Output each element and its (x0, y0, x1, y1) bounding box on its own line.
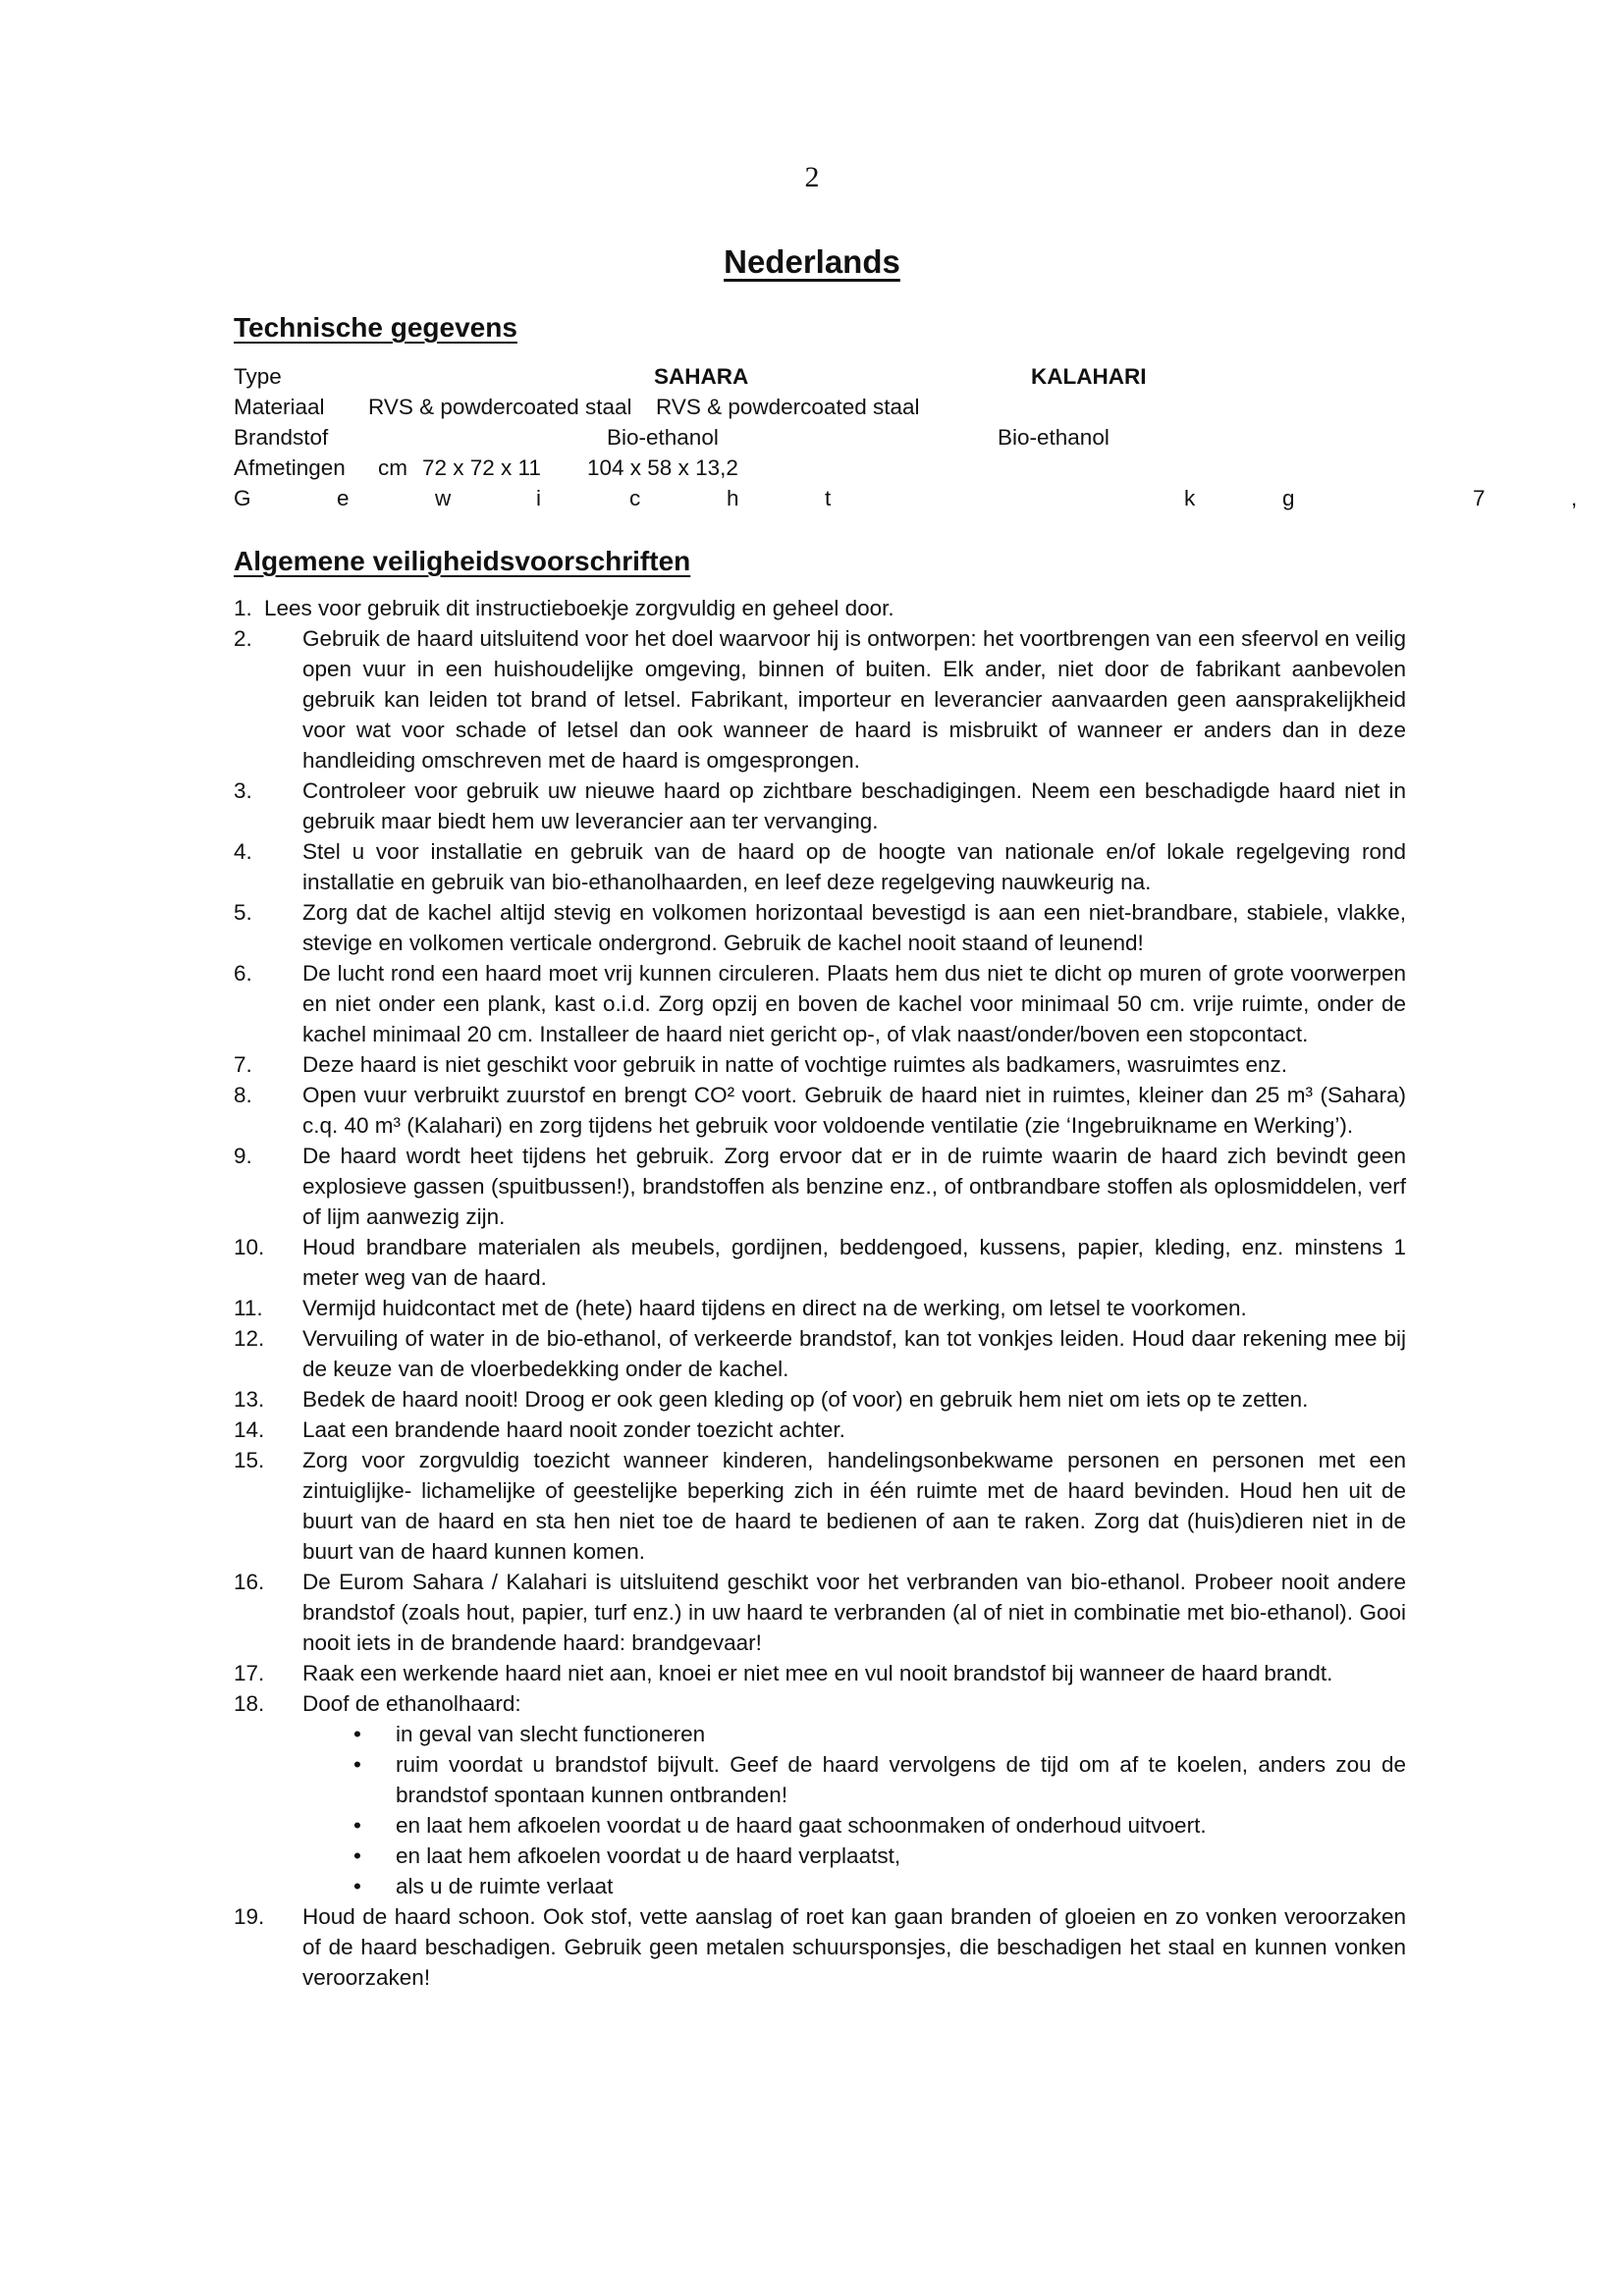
spec-fuel-sahara: Bio-ethanol (607, 425, 719, 450)
safety-item-text: Raak een werkende haard niet aan, knoei er niet mee en vul nooit brandstof bij wanneer de haard brandt. (302, 1661, 1333, 1685)
safety-heading: Algemene veiligheidsvoorschriften (234, 546, 691, 576)
safety-item-number: 1. (234, 596, 252, 620)
safety-item-text: De lucht rond een haard moet vrij kunnen circuleren. Plaats hem dus niet te dicht op muren of grote voorwerpen en niet onder een plank, kast o.i.d. Zorg opzij en boven de kachel voor minimaal 50 cm. vrije ruimte, onder de kachel minimaal 20 cm. Installeer de haard niet gericht op-, of vlak naast/onder/boven een stopcontact. (302, 961, 1406, 1046)
spec-row-weight (234, 483, 1579, 513)
safety-item-number: 6. (234, 961, 252, 986)
spec-label-material: Materiaal (234, 395, 325, 419)
spec-weight-letter: h (727, 486, 739, 510)
safety-item-number: 12. (234, 1326, 265, 1351)
spec-weight-unit-letter: k (1184, 486, 1196, 510)
safety-sub-item (353, 1810, 1406, 1841)
safety-item-number: 17. (234, 1661, 265, 1685)
safety-item-text: Vermijd huidcontact met de (hete) haard tijdens en direct na de werking, om letsel te voorkomen. (302, 1296, 1247, 1320)
spec-weight-letter: c (629, 486, 641, 510)
spec-fuel-kalahari: Bio-ethanol (998, 425, 1110, 450)
safety-item-text: Zorg dat de kachel altijd stevig en volkomen horizontaal bevestigd is aan een niet-brandbare, stabiele, vlakke, stevige en volkomen verticale ondergrond. Gebruik de kachel nooit staand of leunend! (302, 900, 1406, 955)
safety-item (234, 1323, 1406, 1384)
safety-sub-item-text: in geval van slecht functioneren (396, 1722, 706, 1746)
safety-item (234, 897, 1406, 958)
spec-label-type: Type (234, 364, 282, 389)
safety-item-number: 18. (234, 1691, 265, 1716)
spec-weight-letter: G (234, 486, 251, 510)
safety-item (234, 836, 1406, 897)
spec-model-sahara: SAHARA (654, 364, 749, 389)
safety-item-number: 11. (234, 1296, 263, 1320)
safety-item-text: Vervuiling of water in de bio-ethanol, of verkeerde brandstof, kan tot vonkjes leiden. Houd daar rekening mee bij de keuze van de vloerbedekking onder de kachel. (302, 1326, 1406, 1381)
safety-item-text: Doof de ethanolhaard: (302, 1691, 521, 1716)
safety-item-text: Bedek de haard nooit! Droog er ook geen kleding op (of voor) en gebruik hem niet om iets op te zetten. (302, 1387, 1309, 1412)
safety-item (234, 1232, 1406, 1293)
spec-weight-letter: e (337, 486, 350, 510)
safety-item (234, 1445, 1406, 1567)
safety-item-number: 14. (234, 1417, 265, 1442)
spec-weight-value: 7 (1473, 486, 1486, 510)
safety-item (234, 1688, 1406, 1901)
spec-material-kalahari: RVS & powdercoated staal (656, 395, 920, 419)
safety-sub-item (353, 1871, 1406, 1901)
safety-item-text: Houd brandbare materialen als meubels, gordijnen, beddengoed, kussens, papier, kleding, enz. minstens 1 meter weg van de haard. (302, 1235, 1406, 1290)
safety-item-number: 9. (234, 1144, 252, 1168)
safety-item (234, 1080, 1406, 1141)
safety-item (234, 1567, 1406, 1658)
spec-row-material (234, 392, 1579, 422)
spec-dims-sahara: 72 x 72 x 11 (422, 455, 541, 480)
spec-dims-kalahari: 104 x 58 x 13,2 (587, 455, 738, 480)
technical-data-heading: Technische gegevens (234, 312, 517, 343)
safety-item-number: 8. (234, 1083, 252, 1107)
safety-item-number: 15. (234, 1448, 265, 1472)
safety-sub-item-text: als u de ruimte verlaat (396, 1874, 614, 1898)
bullet-icon: • (353, 1843, 361, 1868)
safety-list (234, 593, 1406, 1993)
safety-sub-item-text: ruim voordat u brandstof bijvult. Geef de haard vervolgens de tijd om af te koelen, anders zou de brandstof spontaan kunnen ontbranden! (396, 1752, 1406, 1807)
technical-specs-table (234, 361, 1579, 513)
safety-item-number: 5. (234, 900, 252, 925)
spec-label-fuel: Brandstof (234, 425, 329, 450)
safety-item-number: 4. (234, 839, 252, 864)
spec-material-sahara: RVS & powdercoated staal (368, 395, 632, 419)
spec-model-kalahari: KALAHARI (1031, 364, 1147, 389)
safety-item (234, 958, 1406, 1049)
safety-sub-item (353, 1749, 1406, 1810)
safety-sub-item-text: en laat hem afkoelen voordat u de haard gaat schoonmaken of onderhoud uitvoert. (396, 1813, 1207, 1838)
spec-weight-letter: i (536, 486, 541, 510)
document-title-text: Nederlands (724, 243, 900, 280)
safety-sub-item (353, 1841, 1406, 1871)
spec-dims-unit: cm (378, 455, 407, 480)
safety-item (234, 1384, 1406, 1415)
safety-sub-list (302, 1719, 1406, 1901)
spec-weight-trailing: , (1571, 486, 1578, 510)
safety-item-number: 2. (234, 626, 252, 651)
safety-item-text: Lees voor gebruik dit instructieboekje zorgvuldig en geheel door. (264, 596, 894, 620)
safety-item-number: 10. (234, 1235, 265, 1259)
spec-weight-letter: w (435, 486, 452, 510)
safety-item (234, 1658, 1406, 1688)
safety-item-text: Controleer voor gebruik uw nieuwe haard op zichtbare beschadigingen. Neem een beschadigde haard niet in gebruik maar biedt hem uw leverancier aan ter vervanging. (302, 778, 1406, 833)
safety-item-text: Laat een brandende haard nooit zonder toezicht achter. (302, 1417, 845, 1442)
bullet-icon: • (353, 1813, 361, 1838)
spec-row-fuel (234, 422, 1579, 453)
safety-item (234, 775, 1406, 836)
safety-sub-item-text: en laat hem afkoelen voordat u de haard verplaatst, (396, 1843, 901, 1868)
safety-item-text: De haard wordt heet tijdens het gebruik. Zorg ervoor dat er in de ruimte waarin de haard zich bevindt geen explosieve gassen (spuitbussen!), brandstoffen als benzine enz., of ontbrandbare stoffen als oplosmiddelen, verf of lijm aanwezig zijn. (302, 1144, 1406, 1229)
safety-item (234, 593, 1406, 623)
spec-label-dimensions: Afmetingen (234, 455, 346, 480)
safety-item-text: Stel u voor installatie en gebruik van de haard op de hoogte van nationale en/of lokale regelgeving rond installatie en gebruik van bio-ethanolhaarden, en leef deze regelgeving nauwkeurig na. (302, 839, 1406, 894)
safety-item-text: Houd de haard schoon. Ook stof, vette aanslag of roet kan gaan branden of gloeien en zo vonken veroorzaken of de haard beschadigen. Gebruik geen metalen schuursponsjes, die beschadigen het staal en kunnen vonken veroorzaken! (302, 1904, 1406, 1990)
safety-item (234, 1293, 1406, 1323)
safety-item-text: De Eurom Sahara / Kalahari is uitsluitend geschikt voor het verbranden van bio-ethanol. Probeer nooit andere brandstof (zoals hout, papier, turf enz.) in uw haard te verbranden (al of niet in combinatie met bio-ethanol). Gooi nooit iets in de brandende haard: brandgevaar! (302, 1570, 1406, 1655)
safety-item (234, 1049, 1406, 1080)
safety-item-number: 13. (234, 1387, 265, 1412)
spec-row-type (234, 361, 1579, 392)
safety-item (234, 1141, 1406, 1232)
safety-item-number: 3. (234, 778, 252, 803)
document-title (0, 243, 1624, 281)
safety-item-text: Deze haard is niet geschikt voor gebruik in natte of vochtige ruimtes als badkamers, wasruimtes enz. (302, 1052, 1287, 1077)
safety-item-text: Open vuur verbruikt zuurstof en brengt CO² voort. Gebruik de haard niet in ruimtes, kleiner dan 25 m³ (Sahara) c.q. 40 m³ (Kalahari) en zorg tijdens het gebruik voor voldoende ventilatie (zie ‘Ingebruikname en Werking’). (302, 1083, 1406, 1138)
safety-item (234, 1415, 1406, 1445)
safety-item-number: 16. (234, 1570, 265, 1594)
bullet-icon: • (353, 1874, 361, 1898)
safety-item (234, 623, 1406, 775)
page-number: 2 (804, 161, 820, 193)
safety-item-text: Zorg voor zorgvuldig toezicht wanneer kinderen, handelingsonbekwame personen en personen met een zintuiglijke- lichamelijke of geestelijke beperking zich in één ruimte met de haard bevinden. Houd hen uit de buurt van de haard en sta hen niet toe de haard te bedienen of aan te raken. Zorg dat (huis)dieren niet in de buurt van de haard kunnen komen. (302, 1448, 1406, 1564)
spec-weight-letter: t (825, 486, 832, 510)
safety-item (234, 1901, 1406, 1993)
bullet-icon: • (353, 1752, 361, 1777)
spec-row-dimensions (234, 453, 1579, 483)
safety-sub-item (353, 1719, 1406, 1749)
safety-item-text: Gebruik de haard uitsluitend voor het doel waarvoor hij is ontworpen: het voortbrengen van een sfeervol en veilig open vuur in een huishoudelijke omgeving, binnen of buiten. Elk ander, niet door de fabrikant aanbevolen gebruik kan leiden tot brand of letsel. Fabrikant, importeur en leverancier aanvaarden geen aansprakelijkheid voor wat voor schade of letsel dan ook wanneer de haard is misbruikt of wanneer er anders dan in deze handleiding omschreven met de haard is omgesprongen. (302, 626, 1406, 773)
spec-weight-unit-letter: g (1282, 486, 1295, 510)
safety-item-number: 19. (234, 1904, 265, 1929)
bullet-icon: • (353, 1722, 361, 1746)
safety-item-number: 7. (234, 1052, 252, 1077)
